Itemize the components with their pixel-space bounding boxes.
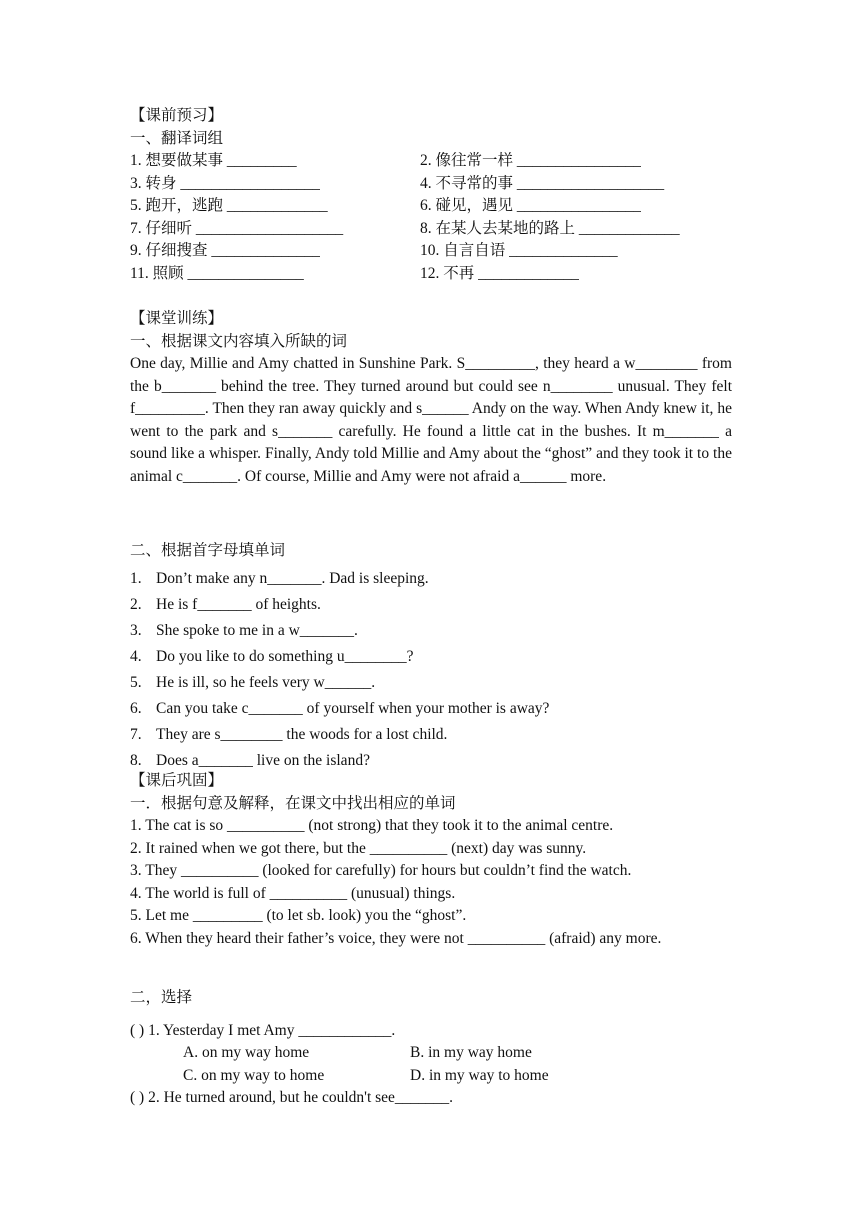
- phrase-item: 8. 在某人去某地的路上 _____________: [420, 219, 680, 237]
- classwork-heading: 【课堂训练】: [130, 310, 224, 327]
- after-subheading-2: 二，选择: [130, 989, 193, 1006]
- question-1: ( ) 1. Yesterday I met Amy ____________.: [130, 1021, 396, 1039]
- phrase-item: 5. 跑开，逃跑 _____________: [130, 197, 328, 214]
- phrase-item: 10. 自言自语 ______________: [420, 242, 618, 259]
- after-heading: 【课后巩固】: [130, 772, 224, 789]
- list-item: 3. They __________ (looked for carefully) for hours but couldn’t find the watch.: [130, 862, 632, 879]
- list-item: 1. The cat is so __________ (not strong) that they took it to the animal centre.: [130, 817, 614, 834]
- first-letter-section: [130, 540, 732, 774]
- phrase-item: 1. 想要做某事 _________: [130, 152, 297, 169]
- list-item: 8. Does a_______ live on the island?: [130, 751, 370, 769]
- phrase-item: 4. 不寻常的事 ___________________: [420, 174, 665, 192]
- phrase-item: 6. 碰见，遇见 ________________: [420, 197, 641, 214]
- list-item: 6. When they heard their father’s voice, they were not __________ (afraid) any more.: [130, 929, 662, 947]
- after-class-section: [130, 770, 732, 950]
- after-subheading-1: 一．根据句意及解释，在课文中找出相应的单词: [130, 794, 456, 812]
- phrase-item: 2. 像往常一样 ________________: [420, 152, 641, 169]
- option-d: D. in my way to home: [410, 1066, 549, 1084]
- list-item: 7. They are s________ the woods for a lost child.: [130, 725, 448, 743]
- list-item: 5. He is ill, so he feels very w______.: [130, 673, 376, 691]
- option-b: B. in my way home: [410, 1044, 532, 1061]
- list-item: 2. It rained when we got there, but the __________ (next) day was sunny.: [130, 839, 587, 857]
- phrase-item: 11. 照顾 _______________: [130, 264, 304, 282]
- list-item: 5. Let me _________ (to let sb. look) you the “ghost”.: [130, 907, 467, 924]
- choice-section: [130, 987, 732, 1110]
- preview-heading: 【课前预习】: [130, 107, 224, 124]
- phrase-item: 7. 仔细听 ___________________: [130, 219, 344, 237]
- multiple-choice: [130, 1020, 732, 1110]
- cloze-paragraph: One day, Millie and Amy chatted in Sunshine Park. S_________, they heard a w________ from the b_______ behind the tree. They turned around but could see n________ unusual. They felt f_________. Then they ran away quickly and s______ Andy on the way. When Andy knew it, he went to the park and s_______ carefully. He found a little cat in the bushes. It m_______ a sound like a whisper. Finally, Andy told Millie and Amy about the “ghost” and they took it to the animal c_______. Of course, Millie and Amy were not afraid a______ more.: [130, 355, 732, 485]
- classwork-subheading-1: 一、根据课文内容填入所缺的词: [130, 332, 348, 350]
- list-item: 1. Don’t make any n_______. Dad is sleeping.: [130, 569, 429, 587]
- option-a: A. on my way home: [183, 1044, 310, 1061]
- phrase-item: 9. 仔细搜查 ______________: [130, 242, 320, 259]
- preview-section: [130, 105, 732, 285]
- phrase-item: 3. 转身 __________________: [130, 174, 320, 192]
- list-item: 4. Do you like to do something u________?: [130, 647, 414, 665]
- list-item: 4. The world is full of __________ (unusual) things.: [130, 884, 456, 902]
- classwork-section: [130, 308, 732, 488]
- option-c: C. on my way to home: [183, 1066, 325, 1084]
- word-finding-list: [130, 815, 732, 950]
- list-item: 2. He is f_______ of heights.: [130, 595, 321, 613]
- classwork-subheading-2: 二、根据首字母填单词: [130, 542, 286, 559]
- question-2: ( ) 2. He turned around, but he couldn't see_______.: [130, 1089, 454, 1106]
- preview-subheading: 一、翻译词组: [130, 129, 224, 147]
- phrase-grid: [130, 150, 732, 285]
- first-letter-list: [130, 566, 732, 774]
- list-item: 3. She spoke to me in a w_______.: [130, 621, 358, 639]
- phrase-item: 12. 不再 _____________: [420, 264, 579, 282]
- question-1-options: [130, 1042, 732, 1087]
- list-item: 6. Can you take c_______ of yourself when your mother is away?: [130, 699, 550, 717]
